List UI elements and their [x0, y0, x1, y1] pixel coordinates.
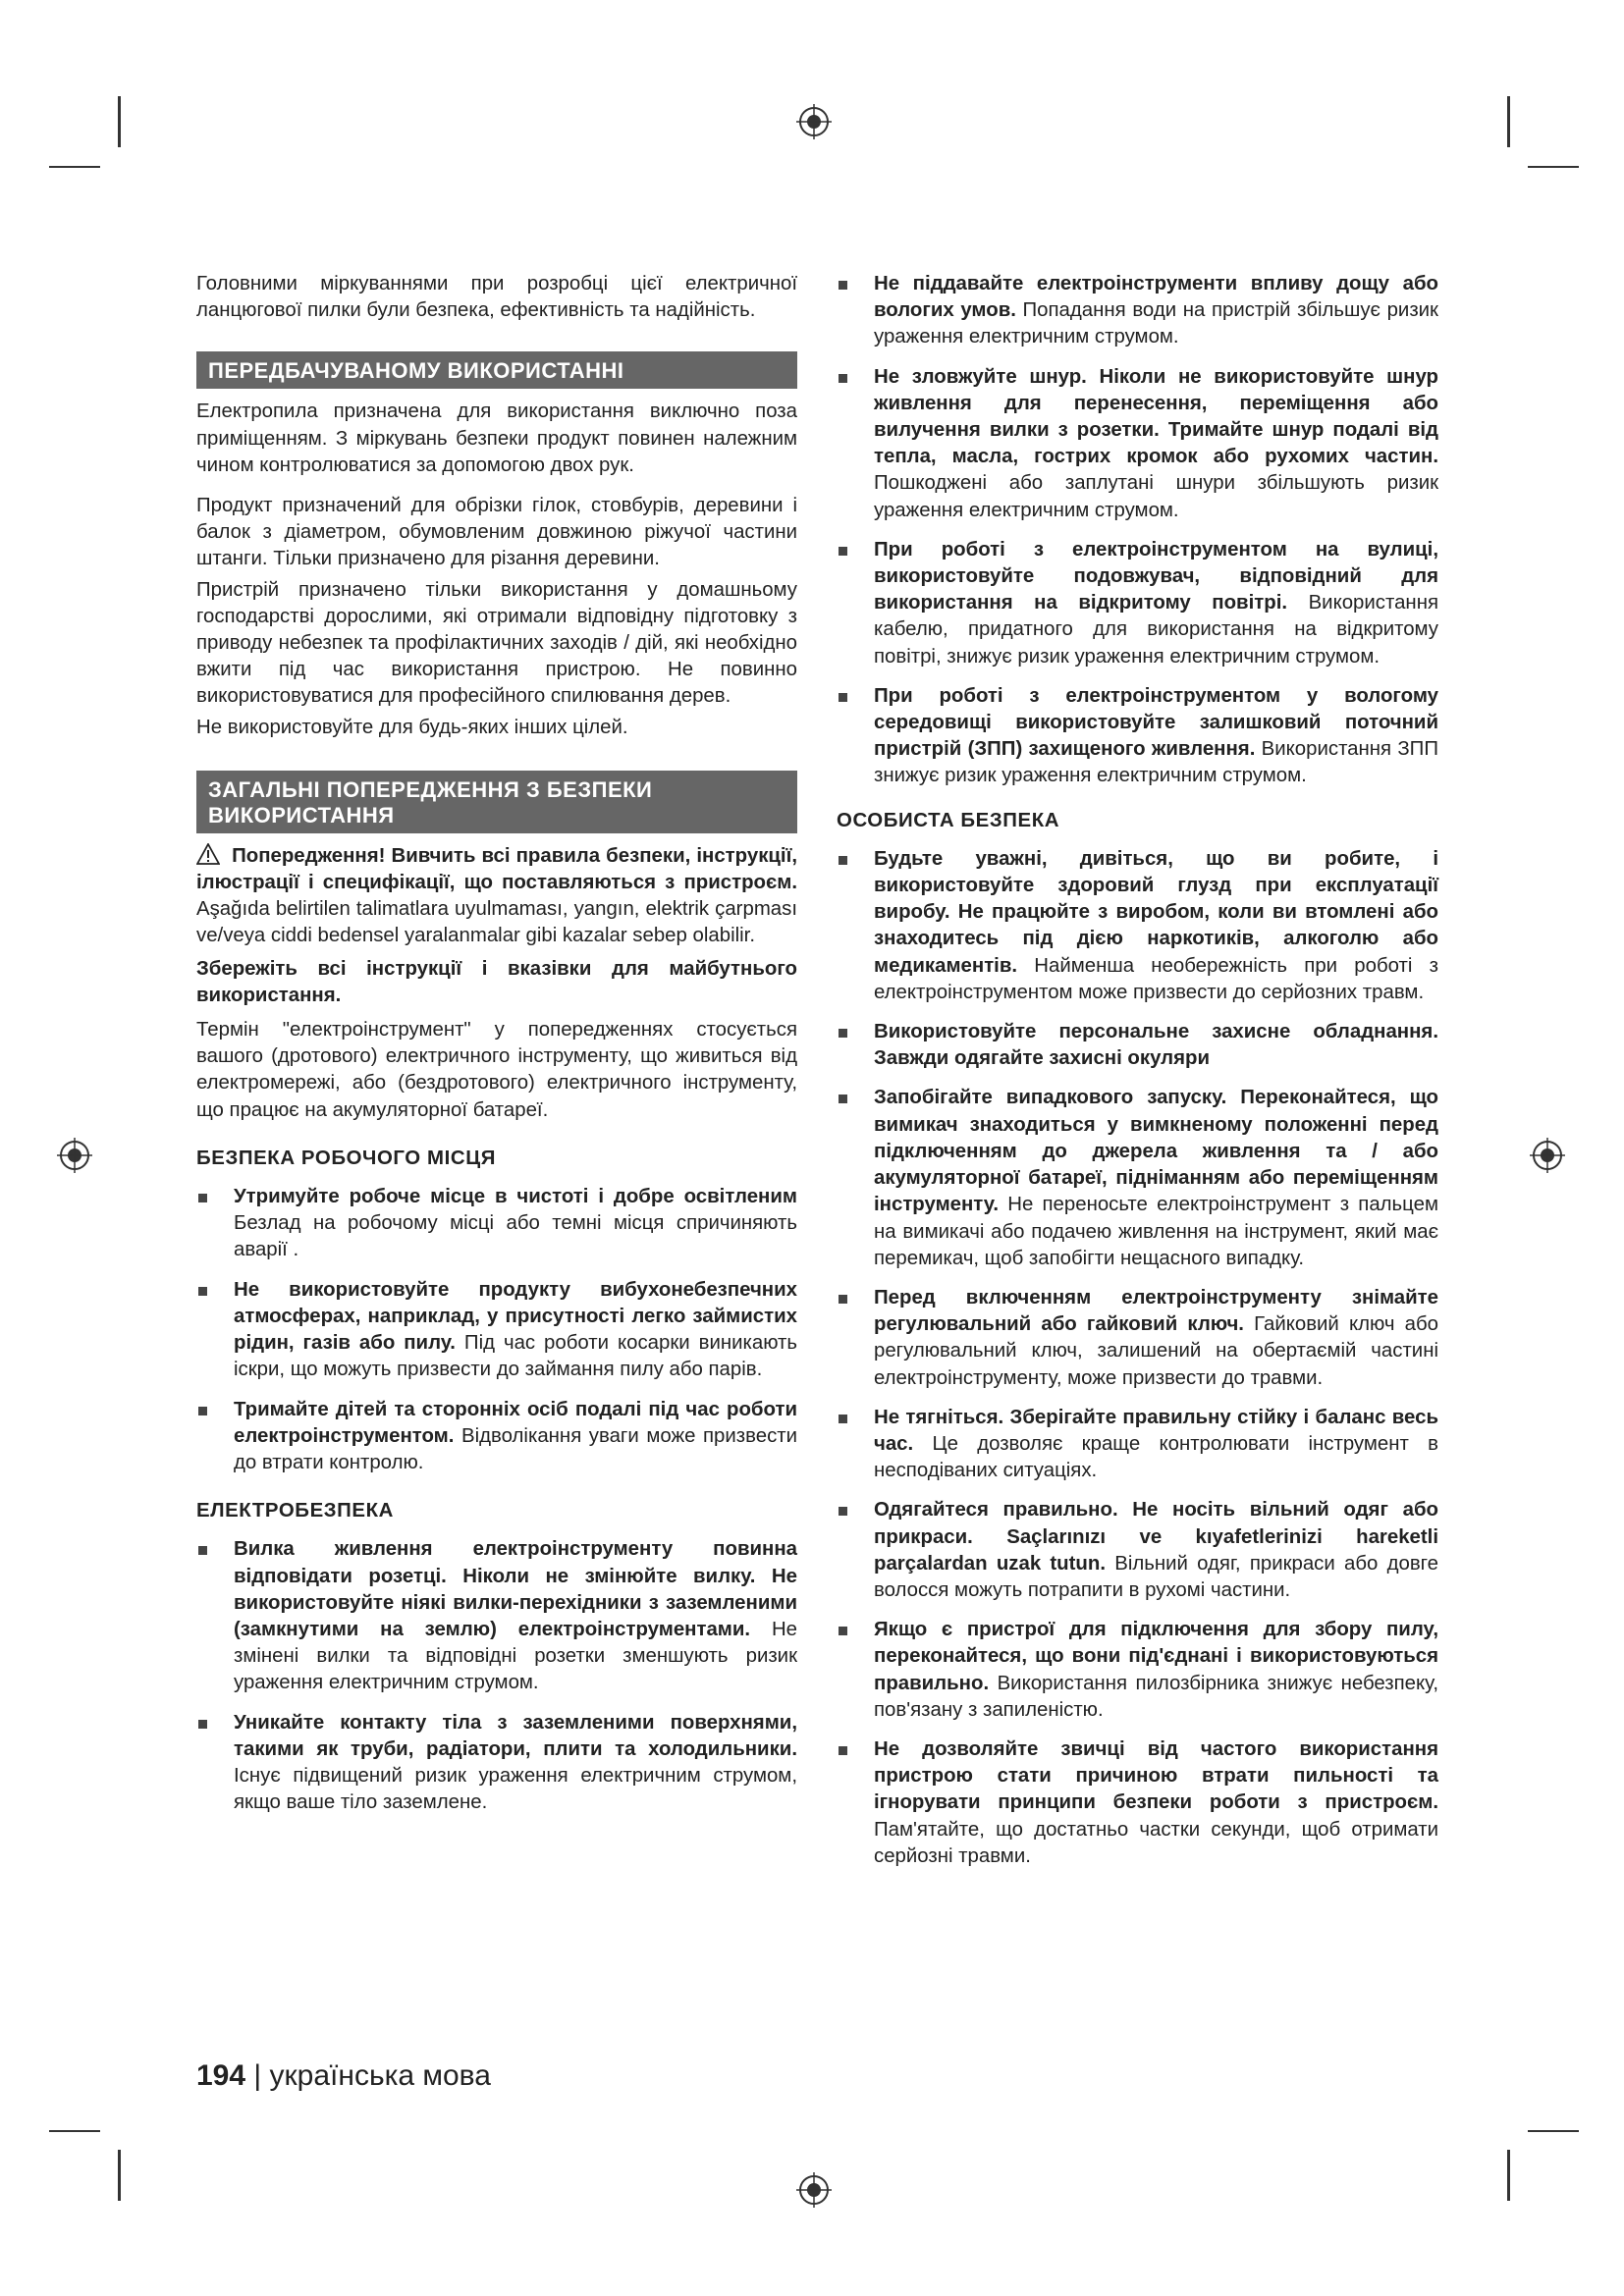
- list-item: [837, 364, 1438, 524]
- list-item: [837, 271, 1438, 351]
- item-bold: Не використовуйте продукту вибухонебезпечних атмосферах, наприклад, у присутності легко займистих рідин, газів або пилу.: [234, 1278, 797, 1355]
- bullet-square-icon: [839, 374, 847, 383]
- item-bold: Не тягніться. Зберігайте правильну стійку і баланс весь час.: [874, 1406, 1438, 1455]
- list-item: [837, 537, 1438, 670]
- item-bold: При роботі з електроінструментом на вулиці, використовуйте подовжувач, відповідний для використання на відкритому повітрі.: [874, 538, 1438, 614]
- bullet-square-icon: [839, 693, 847, 702]
- item-bold: Не зловжуйте шнур. Ніколи не використовуйте шнур живлення для перенесення, переміщення або вилучення вилки з розетки. Тримайте шнур подалі від тепла, масла, гострих кромок або рухомих частин.: [874, 365, 1438, 468]
- registration-mark-icon: [794, 2170, 834, 2210]
- item-bold: Якщо є пристрої для підключення для збору пилу, переконайтеся, що вони під'єднані і використовуються правильно.: [874, 1619, 1438, 1694]
- intro-paragraph: Головними міркуваннями при розробці цієї електричної ланцюгової пилки були безпека, ефективність та надійність.: [196, 273, 797, 322]
- list-electrical: [196, 1536, 797, 1816]
- item-text: Існує підвищений ризик ураження електричним струмом, якщо ваше тіло заземлене.: [234, 1764, 797, 1814]
- crop-mark: [49, 2130, 100, 2132]
- paragraph: Не використовуйте для будь-яких інших цілей.: [196, 716, 628, 738]
- bullet-square-icon: [839, 1095, 847, 1103]
- item-text: Найменша необережність при роботі з електроінструментом може призвести до серйозних травм.: [874, 954, 1438, 1003]
- bullet-square-icon: [839, 281, 847, 290]
- item-text: Відволікання уваги може призвести до втрати контролю.: [234, 1424, 797, 1473]
- keep-instructions: [196, 956, 797, 1009]
- item-text: Це дозволяє краще контролювати інструмент в несподіваних ситуаціях.: [874, 1432, 1438, 1482]
- section-banner-intended-use: ПЕРЕДБАЧУВАНОМУ ВИКОРИСТАННІ: [196, 351, 797, 389]
- bullet-square-icon: [839, 1295, 847, 1304]
- bullet-square-icon: [839, 1507, 847, 1516]
- item-text: Пам'ятайте, що достатньо частки секунди, щоб отримати серйозні травми.: [874, 1818, 1438, 1867]
- list-item: [837, 1736, 1438, 1870]
- registration-mark-icon: [1528, 1136, 1567, 1175]
- list-item: [196, 1397, 797, 1477]
- item-bold: Одягайтеся правильно. Не носіть вільний одяг або прикраси. Saçlarınızı ve kıyafetlerinizi hareketli parçalardan uzak tutun.: [874, 1499, 1438, 1575]
- list-item: [837, 1497, 1438, 1604]
- heading-work-area: БЕЗПЕКА РОБОЧОГО МІСЦЯ: [196, 1147, 496, 1169]
- list-item: [196, 1277, 797, 1384]
- bullet-square-icon: [839, 856, 847, 865]
- crop-mark: [118, 96, 121, 147]
- list-item: [837, 1285, 1438, 1392]
- item-bold: Не піддавайте електроінструменти впливу дощу або вологих умов.: [874, 273, 1438, 322]
- crop-mark: [1528, 166, 1579, 168]
- bullet-square-icon: [839, 1627, 847, 1635]
- crop-mark: [1507, 96, 1510, 147]
- warning-triangle-icon: [196, 843, 220, 865]
- bullet-square-icon: [198, 1546, 207, 1555]
- item-text: Безлад на робочому місці або темні місця спричиняють аварії .: [234, 1212, 797, 1261]
- crop-mark: [118, 2150, 121, 2201]
- section-banner-general-warnings: [196, 771, 797, 833]
- item-bold: Утримуйте робоче місце в чистоті і добре освітленим: [234, 1186, 797, 1208]
- warning-text: Aşağıda belirtilen talimatlara uyulmaması, yangın, elektrik çarpması ve/veya ciddi bedensel yaralanmalar gibi kazalar sebep olabilir.: [196, 898, 797, 947]
- banner-line: ЗАГАЛЬНІ ПОПЕРЕДЖЕННЯ З БЕЗПЕКИ: [208, 776, 653, 802]
- bullet-square-icon: [839, 547, 847, 556]
- paragraph: Електропила призначена для використання виключно поза приміщенням. З міркувань безпеки продукт повинен належним чином контролюватися за допомогою двох рук.: [196, 400, 797, 476]
- bullet-square-icon: [839, 1415, 847, 1423]
- footer-separator: |: [253, 2059, 262, 2092]
- registration-mark-icon: [794, 102, 834, 141]
- item-text: Гайковий ключ або регулювальний ключ, залишений на обертаємій частині електроінструменту, може призвести до травми.: [874, 1313, 1438, 1389]
- list-item: [837, 1019, 1438, 1072]
- item-bold: Вилка живлення електроінструменту повинна відповідати розетці. Ніколи не змінюйте вилку. Не використовуйте ніякі вилки-перехідники з заземленими (замкнутими на землю) електроінструментами.: [234, 1538, 797, 1640]
- item-text: Вільний одяг, прикраси або довге волосся можуть потрапити в рухомі частини.: [874, 1552, 1438, 1601]
- crop-mark: [1528, 2130, 1579, 2132]
- item-bold: Перед включенням електроінструменту знімайте регулювальний або гайковий ключ.: [874, 1286, 1438, 1336]
- list-item: [837, 1405, 1438, 1485]
- item-text: Пошкоджені або заплутані шнури збільшують ризик ураження електричним струмом.: [874, 472, 1438, 521]
- banner-line: ВИКОРИСТАННЯ: [208, 802, 395, 828]
- footer-language: українська мова: [269, 2059, 491, 2092]
- item-text: Під час роботи косарки виникають іскри, що можуть призвести до займання пилу або парів.: [234, 1332, 797, 1381]
- item-bold: Будьте уважні, дивіться, що ви робите, і використовуйте здоровий глузд при експлуатації виробу. Не працюйте з виробом, коли ви втомлені або знаходитесь під дією наркотиків, алкоголю або медикаментів.: [874, 847, 1438, 977]
- item-text: Попадання води на пристрій збільшує ризик ураження електричним струмом.: [874, 299, 1438, 348]
- item-text: Використання ЗПП знижує ризик ураження електричним струмом.: [874, 738, 1438, 787]
- item-bold: При роботі з електроінструментом у вологому середовищі використовуйте залишковий поточний пристрій (ЗПП) захищеного живлення.: [874, 684, 1438, 761]
- keep-instructions-bold: Збережіть всі інструкції і вказівки для майбутнього використання.: [196, 957, 797, 1006]
- paragraph: Пристрій призначено тільки використання у домашньому господарстві дорослими, які отримали відповідну підготовку з приводу небезпек та профілактичних заходів / дій, які необхідно вжити під час використання пристрою. Не повинно використовуватися для професійного спилювання дерев.: [196, 578, 797, 708]
- list-work-area: [196, 1184, 797, 1476]
- paragraph: Термін "електроінструмент" у попередженнях стосується вашого (дротового) електричного інструменту, що живиться від електромережі, або (бездротового) електричного інструменту, що працює на акумуляторної батареї.: [196, 1019, 797, 1121]
- warning-bold-text: Попередження! Вивчить всі правила безпеки, інструкції, ілюстрації і специфікації, що поставляються з пристроєм.: [196, 844, 797, 894]
- item-bold: Використовуйте персональне захисне обладнання. Завжди одягайте захисні окуляри: [874, 1021, 1438, 1070]
- paragraph: Продукт призначений для обрізки гілок, стовбурів, деревини і балок з діаметром, обумовленим довжиною ріжучої частини штанги. Тільки призначено для різання деревини.: [196, 495, 797, 570]
- heading-electrical: ЕЛЕКТРОБЕЗПЕКА: [196, 1500, 394, 1522]
- page-footer: [196, 2059, 491, 2093]
- item-text: Не змінені вилки та відповідні розетки зменшують ризик ураження електричним струмом.: [234, 1618, 798, 1694]
- list-item: [196, 1184, 797, 1264]
- list-item: [837, 683, 1438, 790]
- bullet-square-icon: [198, 1287, 207, 1296]
- item-bold: Уникайте контакту тіла з заземленими поверхнями, такими як труби, радіатори, плити та холодильники.: [234, 1711, 797, 1760]
- item-bold: Не дозволяйте звичці від частого використання пристрою стати причиною втрати пильності та ігнорувати принципи безпеки роботи з пристроєм.: [874, 1737, 1438, 1814]
- list-item: [837, 1617, 1438, 1724]
- bullet-square-icon: [198, 1720, 207, 1729]
- crop-mark: [1507, 2150, 1510, 2201]
- item-text: Не переносьте електроінструмент з пальцем на вимикачі або подачею живлення на інструмент, який має перемикач, щоб запобігти нещасного випадку.: [874, 1194, 1438, 1269]
- list-item: [837, 846, 1438, 1006]
- item-bold: Тримайте дітей та сторонніх осіб подалі під час роботи електроінструментом.: [234, 1398, 797, 1447]
- right-column: [837, 271, 1438, 1883]
- list-item: [196, 1536, 797, 1696]
- bullet-square-icon: [198, 1194, 207, 1202]
- list-electrical-continued: [837, 271, 1438, 790]
- registration-mark-icon: [55, 1136, 94, 1175]
- bullet-square-icon: [839, 1746, 847, 1755]
- left-column: [196, 271, 797, 1829]
- heading-personal-safety: ОСОБИСТА БЕЗПЕКА: [837, 809, 1060, 831]
- page-number: 194: [196, 2059, 246, 2092]
- bullet-square-icon: [198, 1407, 207, 1415]
- list-item: [196, 1710, 797, 1817]
- crop-mark: [49, 166, 100, 168]
- item-text: Використання кабелю, придатного для використання на відкритому повітрі, знижує ризик ураження електричним струмом.: [874, 592, 1438, 667]
- list-personal-safety: [837, 846, 1438, 1870]
- warning-paragraph: [196, 843, 797, 950]
- item-text: Використання пилозбірника знижує небезпеку, пов'язану з запиленістю.: [874, 1672, 1438, 1721]
- item-bold: Запобігайте випадкового запуску. Переконайтеся, що вимикач знаходиться у вимкненому положенні перед підключенням до джерела живлення та / або акумуляторної батареї, підніманням або переміщенням інструменту.: [874, 1087, 1438, 1216]
- bullet-square-icon: [839, 1029, 847, 1038]
- list-item: [837, 1085, 1438, 1271]
